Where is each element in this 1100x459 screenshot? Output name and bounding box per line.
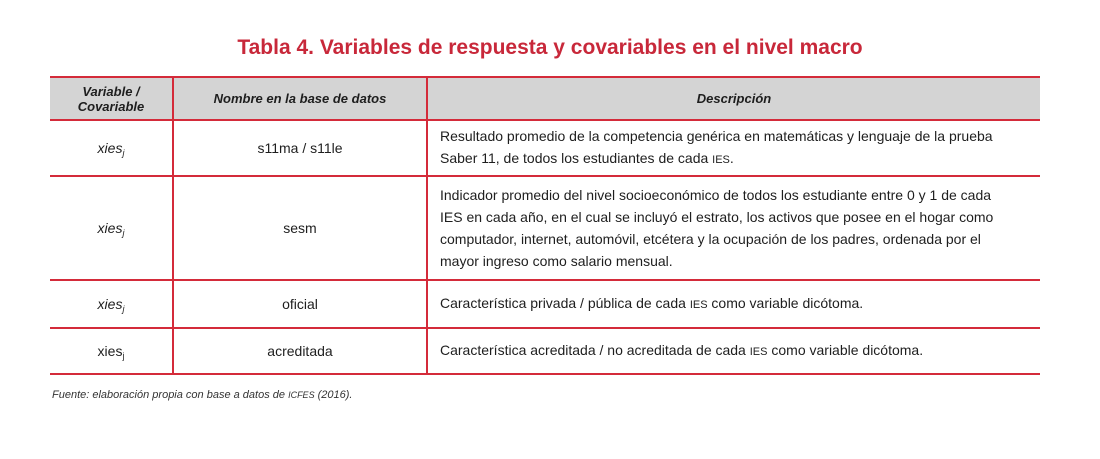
table-row bbox=[50, 328, 1040, 374]
icfes-abbrev: ICFES bbox=[288, 390, 315, 400]
description-text: Característica acreditada / no acreditada de cada bbox=[440, 342, 750, 358]
variable-cell bbox=[50, 120, 173, 176]
description-end: como variable dicótoma. bbox=[767, 342, 924, 358]
ies-abbrev: IES bbox=[749, 346, 768, 358]
header-variable: Variable / Covariable bbox=[50, 77, 173, 120]
description-text: Característica privada / pública de cada bbox=[440, 295, 690, 311]
variable-symbol: xies bbox=[97, 296, 123, 312]
table-row bbox=[50, 280, 1040, 328]
variable-symbol: xies bbox=[97, 220, 123, 236]
source-note-text: Fuente: elaboración propia con base a datos de bbox=[52, 389, 289, 401]
header-nombre: Nombre en la base de datos bbox=[173, 77, 427, 120]
variable-cell bbox=[50, 328, 173, 374]
variable-subscript: j bbox=[122, 148, 125, 158]
variable-cell bbox=[50, 176, 173, 280]
table-title: Tabla 4. Variables de respuesta y covariables en el nivel macro bbox=[237, 36, 863, 59]
description-cell: Indicador promedio del nivel socioeconómico de todos los estudiante entre 0 y 1 de cada IES en cada año, en el cual se incluyó el estrato, los activos que posee en el hogar como computador, internet, automóvil, etcétera y la ocupación de los padres, ordenada por el mayor ingreso como salario mensual. bbox=[427, 176, 1040, 280]
variable-subscript: j bbox=[122, 351, 125, 361]
variable-symbol: xies bbox=[97, 343, 123, 359]
description-cell bbox=[427, 280, 1040, 328]
db-name-cell: s11ma / s11le bbox=[173, 120, 427, 176]
header-descripcion: Descripción bbox=[427, 77, 1040, 120]
db-name-cell: sesm bbox=[173, 176, 427, 280]
variable-symbol: xies bbox=[97, 140, 123, 156]
ies-abbrev: IES bbox=[712, 154, 730, 166]
db-name-cell: oficial bbox=[173, 280, 427, 328]
table-row bbox=[50, 176, 1040, 280]
description-cell bbox=[427, 120, 1040, 176]
variable-subscript: j bbox=[122, 304, 125, 314]
variable-cell bbox=[50, 280, 173, 328]
description-text: Resultado promedio de la competencia genérica en matemáticas y lenguaje de la prueba Saber 11, de todos los estudiantes de cada bbox=[440, 128, 993, 166]
description-cell bbox=[427, 328, 1040, 374]
ies-abbrev: IES bbox=[689, 299, 708, 311]
variables-table bbox=[50, 76, 1040, 375]
description-end: . bbox=[729, 150, 734, 166]
db-name-cell: acreditada bbox=[173, 328, 427, 374]
source-note-year: (2016). bbox=[314, 389, 353, 401]
variable-subscript: j bbox=[122, 228, 125, 238]
table-row bbox=[50, 120, 1040, 176]
table-header-row bbox=[50, 77, 1040, 120]
description-end: como variable dicótoma. bbox=[707, 295, 864, 311]
source-note bbox=[52, 389, 353, 401]
